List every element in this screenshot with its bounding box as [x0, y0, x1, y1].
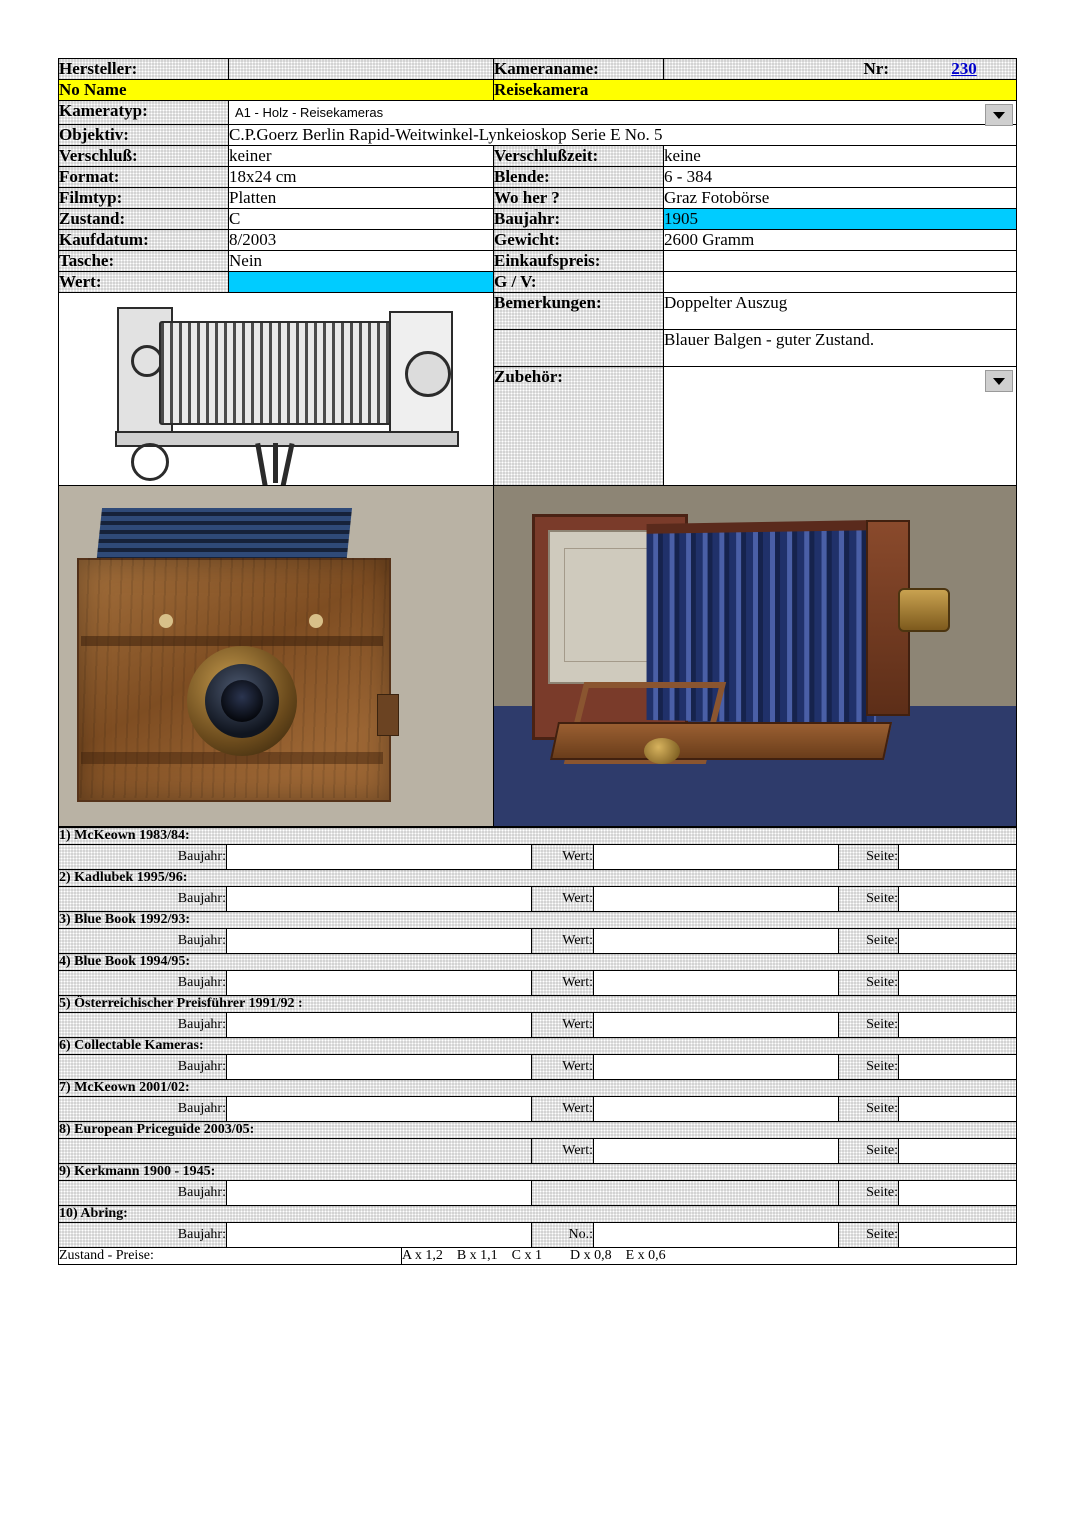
baujahr-value[interactable]: 1905: [664, 209, 1017, 230]
kameraname-label: Kameraname:: [494, 59, 664, 80]
ref-title-9: 9) Kerkmann 1900 - 1945:: [59, 1164, 1017, 1181]
bemerkungen-line-2[interactable]: Blauer Balgen - guter Zustand.: [664, 330, 1017, 367]
gewicht-label: Gewicht:: [494, 230, 664, 251]
ref-wert-label-8: Wert:: [532, 1139, 594, 1164]
ref-baujahr-field-3[interactable]: [227, 929, 532, 954]
table-row: [59, 1181, 1017, 1206]
photo-brass-fitting: [644, 738, 680, 764]
ref-wert-label-4: Wert:: [532, 971, 594, 996]
photo-screw: [159, 614, 173, 628]
table-row: [59, 125, 1017, 146]
engraving-tripod-leg: [280, 443, 294, 485]
ref-seite-field-10[interactable]: [899, 1223, 1017, 1248]
ref-wert-field-2[interactable]: [594, 887, 839, 912]
table-row: [59, 912, 1017, 929]
camera-photo-side: [494, 486, 1017, 827]
woher-label: Wo her ?: [494, 188, 664, 209]
ref-baujahr-field-2[interactable]: [227, 887, 532, 912]
ref-title-3: 3) Blue Book 1992/93:: [59, 912, 1017, 929]
zubehoer-label: Zubehör:: [494, 367, 664, 486]
ref-baujahr-field-7[interactable]: [227, 1097, 532, 1122]
ref-baujahr-field-1[interactable]: [227, 845, 532, 870]
photo-side-view: [494, 486, 1016, 826]
table-row: [59, 870, 1017, 887]
table-row: [59, 1248, 1017, 1265]
format-value[interactable]: 18x24 cm: [229, 167, 494, 188]
table-row: [59, 1164, 1017, 1181]
ref-wert-label-6: Wert:: [532, 1055, 594, 1080]
ref-seite-label-2: Seite:: [839, 887, 899, 912]
kaufdatum-label: Kaufdatum:: [59, 230, 229, 251]
ref-seite-field-9[interactable]: [899, 1181, 1017, 1206]
einkaufspreis-value[interactable]: [664, 251, 1017, 272]
ref-wert-label-7: Wert:: [532, 1097, 594, 1122]
table-row: [59, 1223, 1017, 1248]
ref-baujahr-label-5: Baujahr:: [59, 1013, 227, 1038]
zubehoer-value: [664, 367, 1016, 375]
photo-wood-seam: [81, 636, 383, 646]
photo-ground-glass-inner: [564, 548, 652, 662]
ref-spacer-9: [532, 1181, 839, 1206]
engraving-ring: [131, 443, 169, 481]
photo-lens-glass: [221, 680, 263, 722]
einkaufspreis-label: Einkaufspreis:: [494, 251, 664, 272]
ref-nr-field-10[interactable]: [594, 1223, 839, 1248]
photo-brass-lens: [898, 588, 950, 632]
ref-seite-label-10: Seite:: [839, 1223, 899, 1248]
ref-seite-field-3[interactable]: [899, 929, 1017, 954]
ref-title-4: 4) Blue Book 1994/95:: [59, 954, 1017, 971]
bemerkungen-line-1[interactable]: Doppelter Auszug: [664, 293, 1017, 330]
ref-wert-label-2: Wert:: [532, 887, 594, 912]
ref-baujahr-label-3: Baujahr:: [59, 929, 227, 954]
ref-wert-field-8[interactable]: [594, 1139, 839, 1164]
engraving-tripod-leg: [273, 443, 278, 483]
engraving-lens: [405, 351, 451, 397]
table-row: [59, 1206, 1017, 1223]
table-row: [59, 230, 1017, 251]
ref-baujahr-label-7: Baujahr:: [59, 1097, 227, 1122]
ref-wert-label-3: Wert:: [532, 929, 594, 954]
zustand-preise-values: A x 1,2 B x 1,1 C x 1 D x 0,8 E x 0,6: [402, 1248, 1017, 1265]
zustand-preise-label: Zustand - Preise:: [59, 1248, 402, 1265]
table-row: [59, 1139, 1017, 1164]
ref-title-7: 7) McKeown 2001/02:: [59, 1080, 1017, 1097]
ref-title-2: 2) Kadlubek 1995/96:: [59, 870, 1017, 887]
zubehoer-dropdown[interactable]: [664, 367, 1017, 486]
table-row: [59, 1055, 1017, 1080]
table-row: [59, 486, 1017, 827]
table-row: [59, 59, 1017, 80]
ref-wert-label-1: Wert:: [532, 845, 594, 870]
filmtyp-value[interactable]: Platten: [229, 188, 494, 209]
table-row: [59, 251, 1017, 272]
hersteller-value[interactable]: No Name: [59, 80, 494, 101]
ref-baujahr-field-4[interactable]: [227, 971, 532, 996]
kameratyp-label: Kameratyp:: [59, 101, 229, 125]
table-row: [59, 1097, 1017, 1122]
objektiv-value[interactable]: C.P.Goerz Berlin Rapid-Weitwinkel-Lynkeioskop Serie E No. 5: [229, 125, 1017, 146]
bemerkungen-label-continued: [494, 330, 664, 367]
ref-seite-label-4: Seite:: [839, 971, 899, 996]
photo-side-tab: [377, 694, 399, 736]
table-row: [59, 887, 1017, 912]
ref-title-5: 5) Österreichischer Preisführer 1991/92 :: [59, 996, 1017, 1013]
tasche-label: Tasche:: [59, 251, 229, 272]
bemerkungen-label: Bemerkungen:: [494, 293, 664, 330]
verschlusszeit-value[interactable]: keine: [664, 146, 1017, 167]
kaufdatum-value[interactable]: 8/2003: [229, 230, 494, 251]
table-row: [59, 929, 1017, 954]
ref-wert-field-6[interactable]: [594, 1055, 839, 1080]
engraving-illustration: [59, 293, 493, 485]
chevron-down-icon[interactable]: [985, 370, 1013, 392]
ref-seite-field-8[interactable]: [899, 1139, 1017, 1164]
hersteller-label-filler: [229, 59, 494, 80]
camera-engraving-image: [59, 293, 494, 486]
camera-record-sheet: [58, 58, 1016, 1265]
ref-nr-label-10: No.:: [532, 1223, 594, 1248]
ref-spacer-8: [59, 1139, 532, 1164]
chevron-down-icon[interactable]: [985, 104, 1013, 126]
ref-wert-field-5[interactable]: [594, 1013, 839, 1038]
ref-title-6: 6) Collectable Kameras:: [59, 1038, 1017, 1055]
ref-baujahr-field-6[interactable]: [227, 1055, 532, 1080]
format-label: Format:: [59, 167, 229, 188]
woher-value[interactable]: Graz Fotobörse: [664, 188, 1017, 209]
table-row: [59, 272, 1017, 293]
ref-wert-field-3[interactable]: [594, 929, 839, 954]
ref-seite-field-2[interactable]: [899, 887, 1017, 912]
ref-title-1: 1) McKeown 1983/84:: [59, 828, 1017, 845]
engraving-bellows: [159, 321, 423, 425]
wert-label: Wert:: [59, 272, 229, 293]
photo-screw: [309, 614, 323, 628]
ref-baujahr-label-1: Baujahr:: [59, 845, 227, 870]
nr-label: Nr:: [863, 59, 889, 78]
ref-baujahr-label-2: Baujahr:: [59, 887, 227, 912]
ref-wert-label-5: Wert:: [532, 1013, 594, 1038]
camera-photo-front: [59, 486, 494, 827]
photo-baseboard: [550, 722, 892, 760]
baujahr-label: Baujahr:: [494, 209, 664, 230]
ref-seite-field-5[interactable]: [899, 1013, 1017, 1038]
verschluss-value[interactable]: keiner: [229, 146, 494, 167]
objektiv-label: Objektiv:: [59, 125, 229, 146]
table-row: [59, 80, 1017, 101]
table-row: [59, 101, 1017, 125]
table-row: [59, 845, 1017, 870]
wert-value[interactable]: [229, 272, 494, 293]
table-row: [59, 828, 1017, 845]
gewicht-value[interactable]: 2600 Gramm: [664, 230, 1017, 251]
ref-seite-label-1: Seite:: [839, 845, 899, 870]
ref-wert-field-4[interactable]: [594, 971, 839, 996]
ref-seite-field-4[interactable]: [899, 971, 1017, 996]
ref-seite-label-8: Seite:: [839, 1139, 899, 1164]
zustand-value[interactable]: C: [229, 209, 494, 230]
engraving-baseboard: [115, 431, 459, 447]
table-row: [59, 209, 1017, 230]
ref-seite-label-7: Seite:: [839, 1097, 899, 1122]
table-row: [59, 146, 1017, 167]
camera-details-table: [58, 58, 1017, 827]
ref-seite-label-6: Seite:: [839, 1055, 899, 1080]
ref-wert-field-7[interactable]: [594, 1097, 839, 1122]
verschlusszeit-label: Verschlußzeit:: [494, 146, 664, 167]
table-row: [59, 1013, 1017, 1038]
filmtyp-label: Filmtyp:: [59, 188, 229, 209]
ref-seite-field-1[interactable]: [899, 845, 1017, 870]
ref-seite-label-9: Seite:: [839, 1181, 899, 1206]
photo-front-view: [59, 486, 493, 826]
verschluss-label: Verschluß:: [59, 146, 229, 167]
table-row: [59, 971, 1017, 996]
table-row: [59, 1122, 1017, 1139]
kameratyp-dropdown[interactable]: [229, 101, 1017, 125]
table-row: [59, 1080, 1017, 1097]
kameratyp-value: A1 - Holz - Reisekameras: [235, 105, 384, 120]
tasche-value[interactable]: Nein: [229, 251, 494, 272]
ref-seite-label-5: Seite:: [839, 1013, 899, 1038]
ref-wert-field-1[interactable]: [594, 845, 839, 870]
zustand-label: Zustand:: [59, 209, 229, 230]
gv-label: G / V:: [494, 272, 664, 293]
table-row: [59, 293, 1017, 330]
ref-seite-label-3: Seite:: [839, 929, 899, 954]
nr-cell: [664, 59, 1017, 80]
nr-value-link[interactable]: 230: [951, 59, 977, 78]
table-row: [59, 167, 1017, 188]
kameraname-value[interactable]: Reisekamera: [494, 80, 1017, 101]
ref-seite-field-6[interactable]: [899, 1055, 1017, 1080]
ref-baujahr-label-9: Baujahr:: [59, 1181, 227, 1206]
table-row: [59, 996, 1017, 1013]
blende-label: Blende:: [494, 167, 664, 188]
table-row: [59, 188, 1017, 209]
ref-baujahr-label-4: Baujahr:: [59, 971, 227, 996]
ref-seite-field-7[interactable]: [899, 1097, 1017, 1122]
ref-baujahr-label-6: Baujahr:: [59, 1055, 227, 1080]
ref-baujahr-field-5[interactable]: [227, 1013, 532, 1038]
ref-baujahr-label-10: Baujahr:: [59, 1223, 227, 1248]
engraving-tripod-leg: [255, 443, 268, 485]
ref-title-10: 10) Abring:: [59, 1206, 1017, 1223]
table-row: [59, 954, 1017, 971]
hersteller-label: Hersteller:: [59, 59, 229, 80]
ref-baujahr-field-9[interactable]: [227, 1181, 532, 1206]
blende-value[interactable]: 6 - 384: [664, 167, 1017, 188]
reference-books-table: [58, 827, 1017, 1265]
ref-title-8: 8) European Priceguide 2003/05:: [59, 1122, 1017, 1139]
ref-baujahr-field-10[interactable]: [227, 1223, 532, 1248]
gv-value[interactable]: [664, 272, 1017, 293]
table-row: [59, 1038, 1017, 1055]
